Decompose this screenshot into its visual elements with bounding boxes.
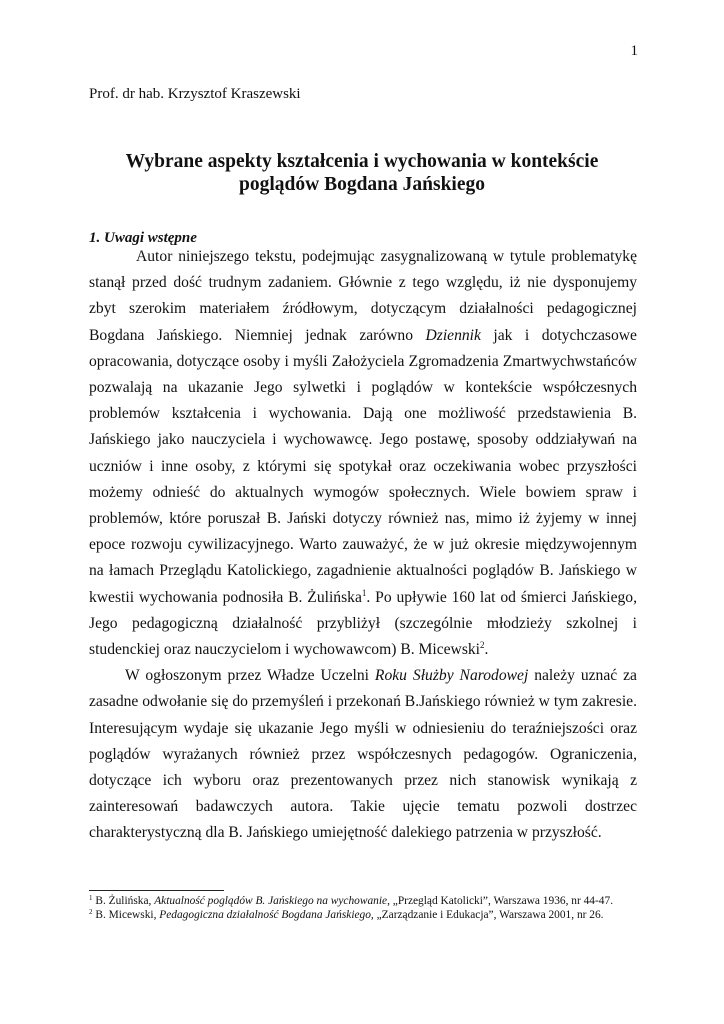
footnote-separator — [89, 890, 224, 891]
paragraph-2-text: należy uznać za zasadne odwołanie się do przemyśleń i przekonań B.Jańskiego również w tym zakresie. Interesującym wydaje się ukazanie Jego myśli w odniesieniu do teraźniejszości oraz poglądów wyrażanych również przez współczesnych pedagogów. Ograniczenia, dotyczące ich wyboru oraz prezentowanych przez nich stanowisk wynikają z zainteresowań badawczych autora. Takie ujęcie tematu pozwoli dostrzec charakterystyczną dla B. Jańskiego umiejętność dalekiego patrzenia w przyszłość. — [89, 667, 637, 842]
footnote-author: B. Micewski, — [95, 908, 160, 921]
footnote-mark: 1 — [89, 894, 93, 902]
paragraph-1-text: jak i dotychczasowe opracowania, dotyczące osoby i myśli Założyciela Zgromadzenia Zmartwychwstańców pozwalają na ukazanie Jego sylwetki i poglądów w kontekście współczesnych problemów kształcenia i wychowania. Dają one możliwość przedstawienia B. Jańskiego jako nauczyciela i wychowawcę. Jego postawę, sposoby oddziaływań na uczniów i inne osoby, z którymi się spotykał oraz oczekiwania wobec przyszłości możemy odnieść do aktualnych wymogów społecznych. Wiele bowiem spraw i problemów, które poruszał B. Jański dotyczy również nas, mimo iż żyjemy w innej epoce rozwoju cywilizacyjnego. Warto zauważyć, że w już okresie międzywojennym na łamach Przeglądu Katolickiego, zagadnienie aktualności poglądów B. Jańskiego w kwestii wychowania podnosiła B. Żulińska — [89, 326, 637, 606]
title-line-1: Wybrane aspekty kształcenia i wychowania w kontekście — [125, 151, 599, 172]
footnotes — [89, 895, 637, 922]
author-line: Prof. dr hab. Krzysztof Kraszewski — [89, 86, 301, 102]
emphasis-dziennik: Dziennik — [425, 326, 481, 344]
footnote-ref-1[interactable]: 1 — [361, 587, 367, 598]
footnote-mark: 2 — [89, 907, 93, 916]
paragraph-1-text: . Po upływie 160 lat od śmierci Jańskiego, Jego pedagogiczną działalność przybliżył (szczególnie młodzieży szkolnej i studenckiej oraz nauczycielom i wychowawcom) B. Micewski — [89, 588, 637, 659]
footnote-1 — [89, 895, 637, 909]
footnote-author: B. Żulińska, — [95, 895, 155, 907]
title-line-2: poglądów Bogdana Jańskiego — [239, 174, 485, 195]
section-heading: 1. Uwagi wstępne — [89, 230, 197, 246]
document-title — [89, 150, 635, 196]
paragraph-1-text: Autor niniejszego tekstu, podejmując zasygnalizowaną w tytule problematykę stanął przed dość trudnym zadaniem. Głównie z tego względu, iż nie dysponujemy zbyt szerokim materiałem źródłowym, dotyczącym działalności pedagogicznej Bogdana Jańskiego. Niemniej jednak zarówno — [89, 248, 637, 344]
paragraph-1 — [89, 244, 637, 663]
footnote-title: Pedagogiczna działalność Bogdana Jańskiego, — [159, 908, 374, 921]
page-number: 1 — [630, 43, 638, 59]
paragraph-2 — [89, 663, 637, 846]
body-text — [89, 244, 637, 847]
paragraph-2-text: W ogłoszonym przez Władze Uczelni — [125, 667, 375, 685]
footnote-source: „Zarządzanie i Edukacja”, Warszawa 2001, nr 26. — [373, 908, 604, 921]
footnote-ref-2[interactable]: 2 — [480, 640, 485, 651]
emphasis-rok-sluzby: Roku Służby Narodowej — [374, 667, 529, 685]
paragraph-1-text: . — [484, 641, 489, 659]
footnote-2 — [89, 909, 637, 923]
footnote-source: , „Przegląd Katolicki”, Warszawa 1936, nr 44-47. — [387, 895, 614, 907]
footnote-title: Aktualność poglądów B. Jańskiego na wychowanie — [154, 895, 388, 907]
